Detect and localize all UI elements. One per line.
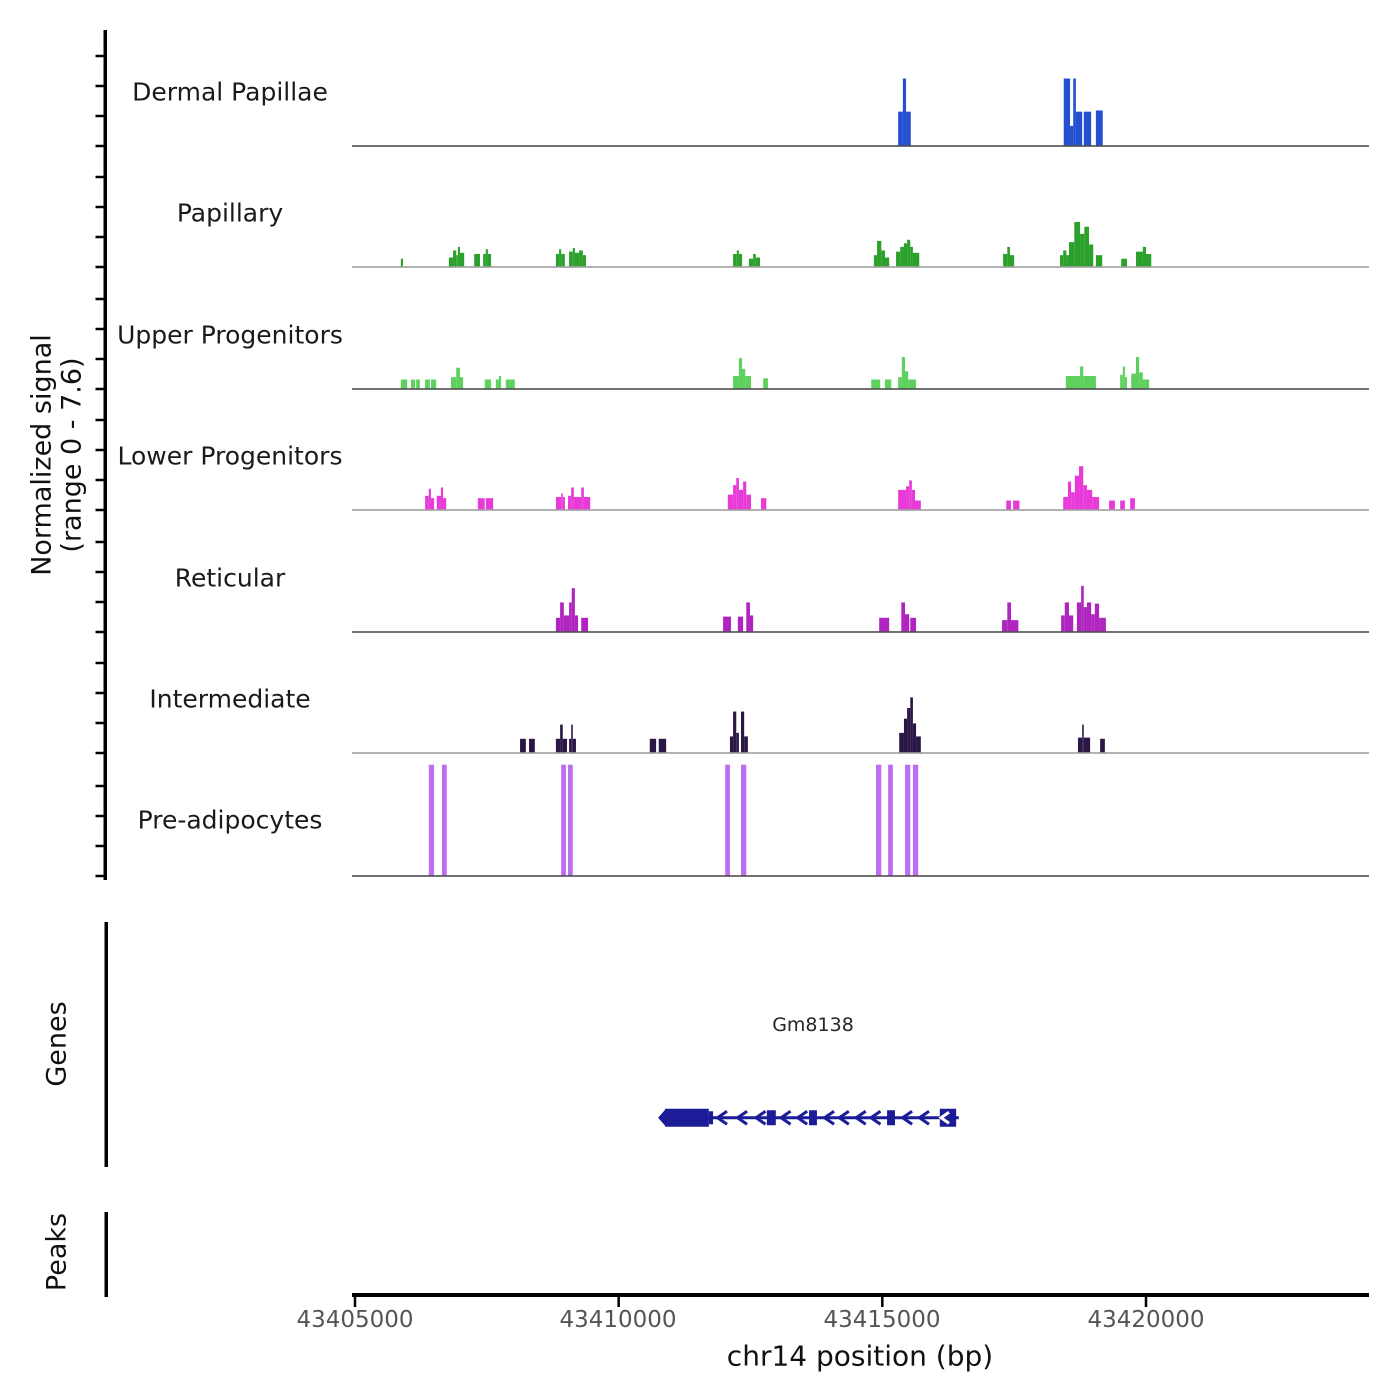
gene-name-label: Gm8138 xyxy=(772,1014,854,1036)
x-tick-label: 43415000 xyxy=(823,1307,941,1333)
y-axis-label-line2: (range 0 - 7.6) xyxy=(56,357,88,553)
track-label-intermediate: Intermediate xyxy=(149,684,311,714)
track-label-lower-progenitors: Lower Progenitors xyxy=(117,441,343,471)
track-label-papillary: Papillary xyxy=(176,198,284,228)
track-label-pre-adipocytes: Pre-adipocytes xyxy=(137,805,323,835)
y-axis-label-line1: Normalized signal xyxy=(26,334,58,576)
track-label-upper-progenitors: Upper Progenitors xyxy=(117,320,343,350)
track-label-dermal-papillae: Dermal Papillae xyxy=(132,77,328,107)
x-tick-label: 43410000 xyxy=(559,1307,677,1333)
x-axis-title: chr14 position (bp) xyxy=(726,1339,994,1373)
genes-section-label: Genes xyxy=(41,1001,73,1087)
peaks-section-label: Peaks xyxy=(41,1212,73,1292)
x-tick-label: 43420000 xyxy=(1087,1307,1205,1333)
x-tick-label: 43405000 xyxy=(296,1307,414,1333)
track-label-reticular: Reticular xyxy=(174,563,286,593)
